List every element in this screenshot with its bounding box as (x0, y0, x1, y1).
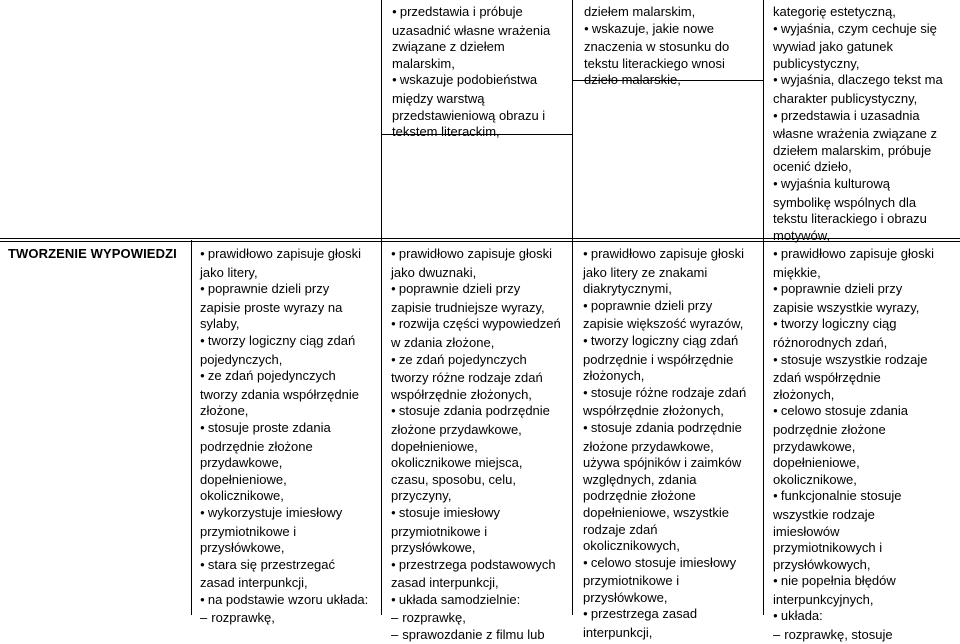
text-line: przydawkowe, (200, 455, 283, 471)
text-line: dopełnieniowe, (773, 455, 860, 471)
text-line: dopełnieniowe, wszystkie (583, 504, 729, 520)
text-line: przysłówkowych, (773, 556, 871, 572)
text-line: symbolikę wspólnych dla (773, 194, 917, 210)
bullet-line: ● stosuje zdania podrzędnie (583, 420, 763, 439)
text-line: między warstwą (392, 90, 485, 106)
text-line: przymiotnikowe i (583, 573, 680, 589)
top-cell-col3 (392, 4, 577, 141)
text-line: tekstu literackiego i obrazu (773, 211, 927, 227)
bullet-line: ● wskazuje podobieństwa (392, 72, 577, 91)
text-line: podrzędnie i współrzędnie (583, 351, 734, 367)
text-line: znaczenia w stosunku do (584, 39, 730, 55)
text-line: przymiotnikowe i (391, 523, 488, 539)
section-heading: TWORZENIE WYPOWIEDZI (8, 246, 177, 261)
bullet-line: ● wyjaśnia, dlaczego tekst ma (773, 72, 958, 91)
text-line: wywiad jako gatunek (773, 39, 893, 55)
text-line: wszystkie rodzaje (773, 506, 875, 522)
top-cell-col5 (773, 4, 958, 244)
text-line: zapisie większość wyrazów, (583, 316, 744, 332)
text-line: używa spójników i zaimków (583, 455, 742, 471)
bullet-line: ● tworzy logiczny ciąg zdań (200, 333, 380, 352)
bullet-line: ● przestrzega zasad (583, 606, 763, 625)
text-line: dzieło malarskie, (584, 72, 681, 88)
text-line: – rozprawkę, stosuje (773, 627, 958, 644)
text-line: przymiotnikowych i (773, 540, 883, 556)
bullet-line: ● rozwija części wypowiedzeń (391, 316, 571, 335)
text-line: interpunkcji, (583, 625, 653, 641)
bullet-line: ● celowo stosuje zdania (773, 403, 958, 422)
text-line: przysłówkowe, (583, 589, 668, 605)
bullet-line: ● wyjaśnia kulturową (773, 176, 958, 195)
bullet-line: ● wykorzystuje imiesłowy (200, 505, 380, 524)
bullet-line: ● ze zdań pojedynczych (200, 368, 380, 387)
bullet-line: ● nie popełnia błędów (773, 573, 958, 592)
bullet-line: ● poprawnie dzieli przy (200, 281, 380, 300)
text-line: okolicznikowe, (773, 471, 857, 487)
bullet-line: ● poprawnie dzieli przy (773, 281, 958, 300)
text-line: okolicznikowych, (583, 538, 680, 554)
bullet-line: ● wskazuje, jakie nowe (584, 21, 764, 40)
top-cell-col4 (584, 4, 764, 89)
text-line: podrzędnie złożone (200, 438, 313, 454)
text-line: – rozprawkę, (200, 610, 380, 627)
text-line: jako litery ze znakami (583, 264, 708, 280)
bullet-line: ● stosuje zdania podrzędnie (391, 403, 571, 422)
text-line: okolicznikowe, (200, 488, 284, 504)
text-line: zdań współrzędnie (773, 370, 881, 386)
bottom-cell-col2 (200, 246, 380, 627)
text-line: publicystyczny, (773, 55, 860, 71)
text-line: współrzędnie złożonych, (391, 386, 532, 402)
bullet-line: ● stosuje imiesłowy (391, 505, 571, 524)
text-line: złożonych, (583, 368, 645, 384)
text-line: sylaby, (200, 316, 240, 332)
text-line: w zdania złożone, (391, 334, 495, 350)
text-line: imiesłowów (773, 523, 840, 539)
text-line: charakter publicystyczny, (773, 90, 918, 106)
text-line: związane z dziełem (392, 39, 505, 55)
bullet-line: ● prawidłowo zapisuje głoski (583, 246, 763, 265)
text-line: współrzędnie złożonych, (583, 403, 724, 419)
text-line: przyczyny, (391, 488, 452, 504)
text-line: pojedynczych, (200, 351, 283, 367)
bottom-cell-col5 (773, 246, 958, 644)
text-line: podrzędnie złożone (773, 421, 886, 437)
text-line: czasu, sposobu, celu, (391, 471, 517, 487)
bullet-line: ● prawidłowo zapisuje głoski (773, 246, 958, 265)
bullet-line: ● stosuje wszystkie rodzaje (773, 352, 958, 371)
bullet-line: ● ze zdań pojedynczych (391, 352, 571, 371)
text-line: dopełnieniowe, (200, 471, 287, 487)
text-line: dziełem malarskim, (584, 4, 696, 19)
text-line: przysłówkowe, (200, 540, 285, 556)
text-line: własne wrażenia związane z (773, 126, 938, 142)
text-line: złożonych, (773, 386, 835, 402)
text-line: przymiotnikowe i (200, 523, 297, 539)
bullet-line: ● prawidłowo zapisuje głoski (200, 246, 380, 265)
text-line: malarskim, (392, 55, 455, 71)
text-line: okolicznikowe miejsca, (391, 455, 523, 471)
text-line: – sprawozdanie z filmu lub (391, 627, 571, 644)
bullet-line: ● przedstawia i uzasadnia (773, 108, 958, 127)
text-line: dopełnieniowe, (391, 438, 478, 454)
text-line: diakrytycznymi, (583, 281, 672, 297)
bullet-line: ● celowo stosuje imiesłowy (583, 555, 763, 574)
text-line: – rozprawkę, (391, 610, 571, 627)
text-line: miękkie, (773, 264, 821, 280)
bullet-line: ● układa samodzielnie: (391, 592, 571, 611)
text-line: złożone przydawkowe, (391, 421, 522, 437)
text-line: uzasadnić własne wrażenia (392, 22, 551, 38)
text-line: względnych, zdania (583, 471, 697, 487)
text-line: interpunkcyjnych, (773, 591, 874, 607)
text-line: zasad interpunkcji, (391, 575, 499, 591)
text-line: złożone, (200, 403, 249, 419)
bullet-line: ● wyjaśnia, czym cechuje się (773, 21, 958, 40)
bullet-line: ● funkcjonalnie stosuje (773, 488, 958, 507)
text-line: rodzaje zdań (583, 521, 658, 537)
text-line: tekstem literackim, (392, 124, 500, 140)
bullet-line: ● stosuje proste zdania (200, 420, 380, 439)
bullet-line: ● przestrzega podstawowych (391, 557, 571, 576)
text-line: tworzy różne rodzaje zdań (391, 370, 543, 386)
text-line: przysłówkowe, (391, 540, 476, 556)
bullet-line: ● prawidłowo zapisuje głoski (391, 246, 571, 265)
text-line: przedstawieniową obrazu i (392, 107, 546, 123)
bullet-line: ● układa: (773, 608, 958, 627)
text-line: dziełem malarskim, próbuje (773, 142, 932, 158)
text-line: jako litery, (200, 264, 258, 280)
bullet-line: ● przedstawia i próbuje (392, 4, 577, 23)
text-line: tekstu literackiego wnosi (584, 55, 725, 71)
text-line: różnorodnych zdań, (773, 334, 888, 350)
text-line: zapisie trudniejsze wyrazy, (391, 299, 545, 315)
text-line: podrzędnie złożone (583, 488, 696, 504)
text-line: ocenić dzieło, (773, 159, 852, 175)
bullet-line: ● stara się przestrzegać (200, 557, 380, 576)
grid-line-v2 (381, 0, 382, 615)
text-line: zapisie proste wyrazy na (200, 299, 343, 315)
text-line: jako dwuznaki, (391, 264, 477, 280)
bottom-cell-col3 (391, 246, 571, 644)
bullet-line: ● tworzy logiczny ciąg (773, 316, 958, 335)
bullet-line: ● poprawnie dzieli przy (391, 281, 571, 300)
text-line: kategorię estetyczną, (773, 4, 896, 19)
text-line: zasad interpunkcji, (200, 575, 308, 591)
grid-line-v1 (191, 240, 192, 615)
text-line: złożone przydawkowe, (583, 438, 714, 454)
text-line: tworzy zdania współrzędnie (200, 386, 359, 402)
bullet-line: ● tworzy logiczny ciąg zdań (583, 333, 763, 352)
bullet-line: ● stosuje różne rodzaje zdań (583, 385, 763, 404)
text-line: przydawkowe, (773, 438, 856, 454)
grid-line-v4 (763, 0, 764, 615)
bottom-cell-col4 (583, 246, 763, 642)
bullet-line: ● na podstawie wzoru układa: (200, 592, 380, 611)
text-line: zapisie wszystkie wyrazy, (773, 299, 920, 315)
bullet-line: ● poprawnie dzieli przy (583, 298, 763, 317)
text-line: motywów, (773, 227, 831, 243)
